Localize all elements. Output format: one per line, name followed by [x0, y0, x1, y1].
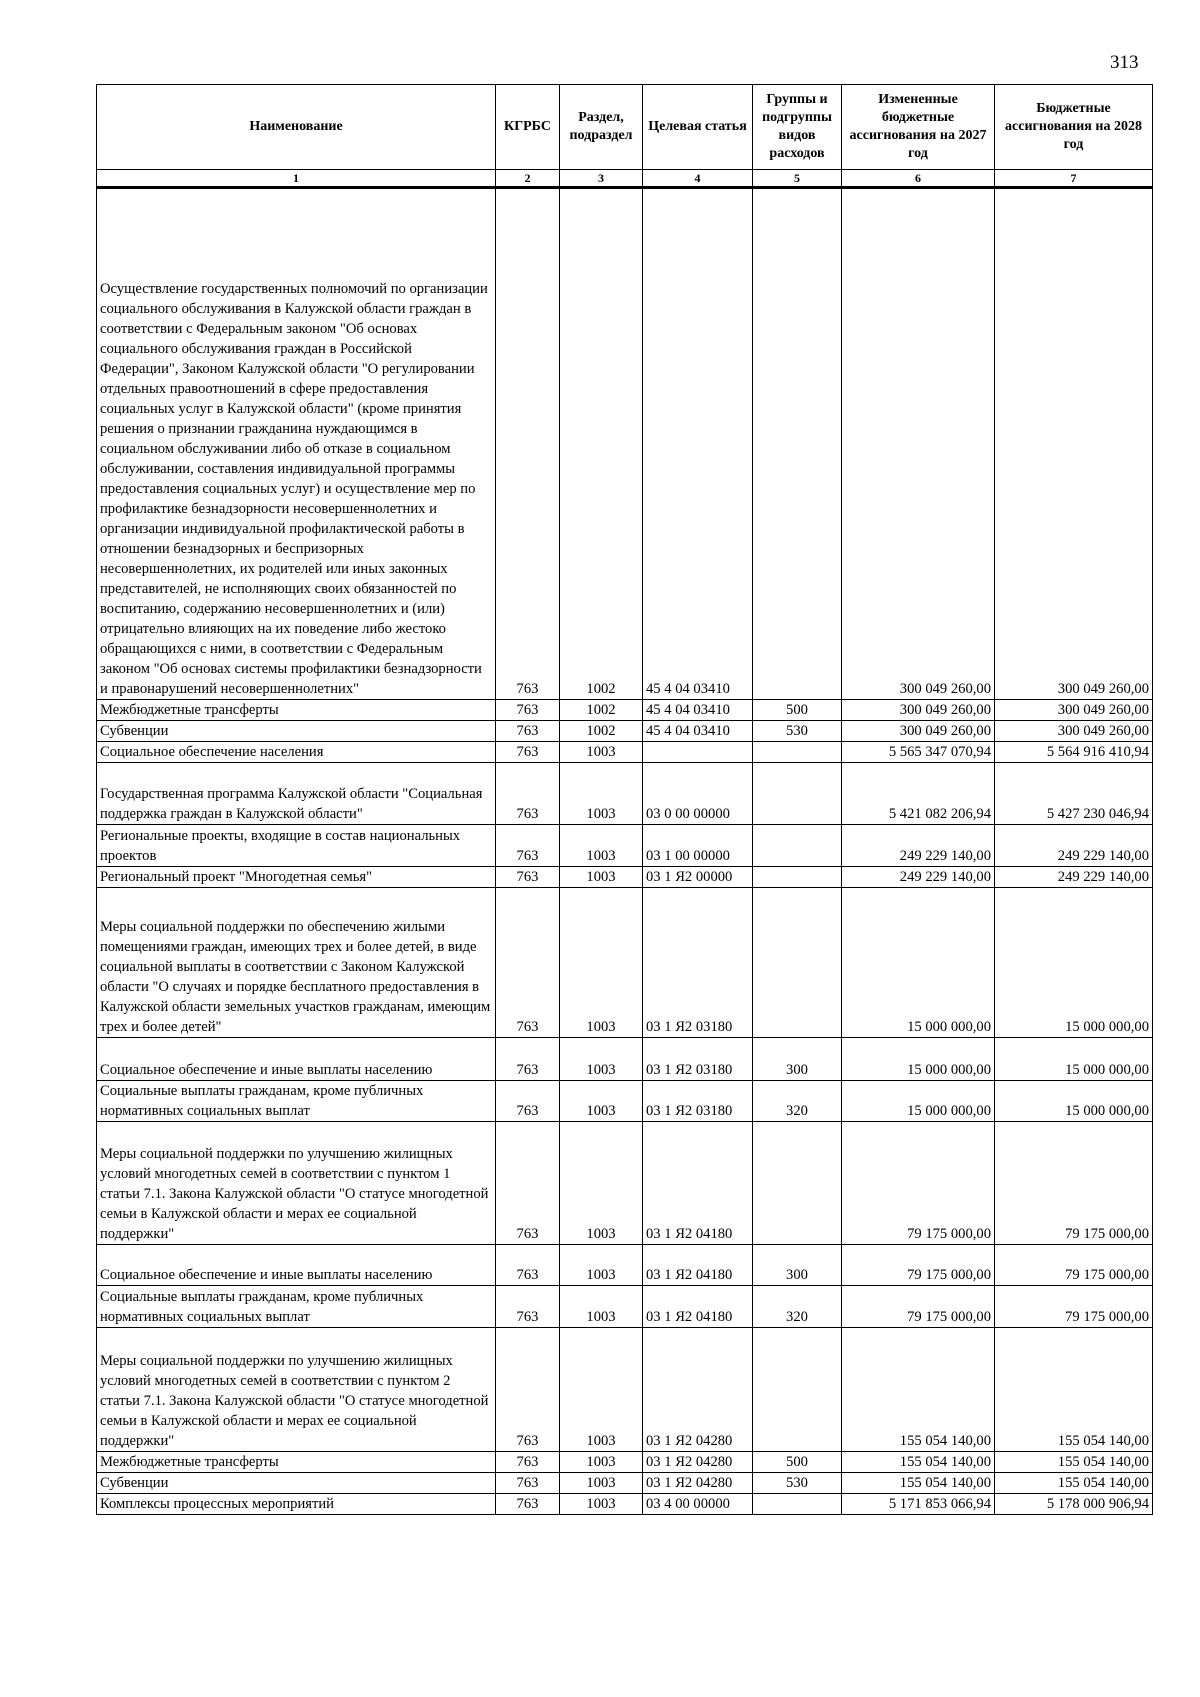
row-amount-2027: 79 175 000,00: [842, 1245, 995, 1286]
table-body: [97, 188, 1153, 1515]
row-group: [753, 1494, 842, 1515]
row-amount-2028: 5 178 000 906,94: [995, 1494, 1153, 1515]
row-name: Меры социальной поддержки по улучшению жилищных условий многодетных семей в соответствии с пунктом 2 статьи 7.1. Закона Калужской области "О статусе многодетной семьи в Калужской области и мерах ее социальной поддержки": [97, 1328, 496, 1452]
row-group: [753, 188, 842, 700]
row-amount-2028: 15 000 000,00: [995, 888, 1153, 1038]
table-row: [97, 825, 1153, 867]
row-section: 1003: [560, 1122, 643, 1245]
row-article: 03 1 Я2 04180: [643, 1245, 753, 1286]
table-row: [97, 1452, 1153, 1473]
row-article: 03 1 Я2 04280: [643, 1328, 753, 1452]
header-section: Раздел, подраздел: [560, 85, 643, 170]
row-group: [753, 742, 842, 763]
column-number: 5: [753, 170, 842, 188]
row-group: [753, 1328, 842, 1452]
row-article: 03 1 Я2 04280: [643, 1473, 753, 1494]
row-amount-2027: 300 049 260,00: [842, 721, 995, 742]
row-amount-2027: 155 054 140,00: [842, 1473, 995, 1494]
row-name: Социальное обеспечение населения: [97, 742, 496, 763]
row-article: 03 1 Я2 03180: [643, 888, 753, 1038]
row-name: Межбюджетные трансферты: [97, 700, 496, 721]
row-group: 530: [753, 1473, 842, 1494]
row-article: [643, 742, 753, 763]
row-amount-2028: 5 564 916 410,94: [995, 742, 1153, 763]
table-row: [97, 888, 1153, 1038]
row-article: 03 1 00 00000: [643, 825, 753, 867]
row-amount-2027: 5 421 082 206,94: [842, 763, 995, 825]
column-number-row: [97, 170, 1153, 188]
budget-table: [96, 84, 1153, 1515]
row-kgrbs: 763: [496, 742, 560, 763]
column-number: 4: [643, 170, 753, 188]
row-kgrbs: 763: [496, 825, 560, 867]
row-kgrbs: 763: [496, 1122, 560, 1245]
row-kgrbs: 763: [496, 1286, 560, 1328]
column-number: 6: [842, 170, 995, 188]
row-article: 03 1 Я2 00000: [643, 867, 753, 888]
header-groups: Группы и подгруппы видов расходов: [753, 85, 842, 170]
row-amount-2027: 249 229 140,00: [842, 825, 995, 867]
row-kgrbs: 763: [496, 188, 560, 700]
row-amount-2028: 15 000 000,00: [995, 1038, 1153, 1081]
header-row: [97, 85, 1153, 170]
row-name: Межбюджетные трансферты: [97, 1452, 496, 1473]
row-amount-2027: 15 000 000,00: [842, 1081, 995, 1122]
row-section: 1003: [560, 1494, 643, 1515]
row-amount-2028: 249 229 140,00: [995, 825, 1153, 867]
header-amount-2027: Измененные бюджетные ассигнования на 2027 год: [842, 85, 995, 170]
row-kgrbs: 763: [496, 700, 560, 721]
row-section: 1003: [560, 1473, 643, 1494]
row-kgrbs: 763: [496, 1081, 560, 1122]
row-name: Региональные проекты, входящие в состав национальных проектов: [97, 825, 496, 867]
row-section: 1003: [560, 1328, 643, 1452]
row-group: [753, 888, 842, 1038]
column-number: 3: [560, 170, 643, 188]
row-name: Социальное обеспечение и иные выплаты населению: [97, 1038, 496, 1081]
row-kgrbs: 763: [496, 721, 560, 742]
row-kgrbs: 763: [496, 888, 560, 1038]
row-section: 1003: [560, 825, 643, 867]
row-article: 45 4 04 03410: [643, 700, 753, 721]
row-group: 530: [753, 721, 842, 742]
header-name: Наименование: [97, 85, 496, 170]
row-section: 1003: [560, 1038, 643, 1081]
row-article: 45 4 04 03410: [643, 721, 753, 742]
row-amount-2027: 15 000 000,00: [842, 1038, 995, 1081]
row-amount-2028: 155 054 140,00: [995, 1328, 1153, 1452]
row-section: 1003: [560, 888, 643, 1038]
row-name: Субвенции: [97, 1473, 496, 1494]
row-section: 1003: [560, 763, 643, 825]
row-name: Социальные выплаты гражданам, кроме публичных нормативных социальных выплат: [97, 1081, 496, 1122]
row-group: 500: [753, 1452, 842, 1473]
row-name: Социальное обеспечение и иные выплаты населению: [97, 1245, 496, 1286]
row-amount-2028: 79 175 000,00: [995, 1245, 1153, 1286]
row-group: 300: [753, 1038, 842, 1081]
table-row: [97, 1328, 1153, 1452]
row-article: 03 1 Я2 03180: [643, 1081, 753, 1122]
row-name: Меры социальной поддержки по улучшению жилищных условий многодетных семей в соответствии с пунктом 1 статьи 7.1. Закона Калужской области "О статусе многодетной семьи в Калужской области и мерах ее социальной поддержки": [97, 1122, 496, 1245]
row-amount-2028: 300 049 260,00: [995, 188, 1153, 700]
row-name: Региональный проект "Многодетная семья": [97, 867, 496, 888]
table-row: [97, 188, 1153, 700]
row-article: 03 1 Я2 03180: [643, 1038, 753, 1081]
row-kgrbs: 763: [496, 1494, 560, 1515]
row-section: 1003: [560, 867, 643, 888]
table-row: [97, 700, 1153, 721]
row-section: 1003: [560, 1081, 643, 1122]
row-amount-2028: 79 175 000,00: [995, 1286, 1153, 1328]
column-number: 7: [995, 170, 1153, 188]
row-amount-2028: 15 000 000,00: [995, 1081, 1153, 1122]
row-group: [753, 825, 842, 867]
row-name: Комплексы процессных мероприятий: [97, 1494, 496, 1515]
row-amount-2027: 5 565 347 070,94: [842, 742, 995, 763]
row-section: 1003: [560, 1286, 643, 1328]
row-group: 300: [753, 1245, 842, 1286]
row-amount-2027: 155 054 140,00: [842, 1452, 995, 1473]
row-kgrbs: 763: [496, 1452, 560, 1473]
table-row: [97, 742, 1153, 763]
row-amount-2027: 300 049 260,00: [842, 700, 995, 721]
row-name: Субвенции: [97, 721, 496, 742]
row-name: Социальные выплаты гражданам, кроме публичных нормативных социальных выплат: [97, 1286, 496, 1328]
row-amount-2028: 249 229 140,00: [995, 867, 1153, 888]
row-group: 500: [753, 700, 842, 721]
row-kgrbs: 763: [496, 1038, 560, 1081]
row-kgrbs: 763: [496, 1245, 560, 1286]
row-amount-2027: 79 175 000,00: [842, 1286, 995, 1328]
row-group: 320: [753, 1081, 842, 1122]
row-article: 03 4 00 00000: [643, 1494, 753, 1515]
column-number: 1: [97, 170, 496, 188]
row-kgrbs: 763: [496, 867, 560, 888]
header-kgrbs: КГРБС: [496, 85, 560, 170]
row-name: Осуществление государственных полномочий по организации социального обслуживания в Калужской области граждан в соответствии с Федеральным законом "Об основах социального обслуживания граждан в Российской Федерации", Законом Калужской области "О регулировании отдельных правоотношений в сфере предоставления социальных услуг в Калужской области" (кроме принятия решения о признании гражданина нуждающимся в социальном обслуживании либо об отказе в социальном обслуживании, составления индивидуальной программы предоставления социальных услуг) и осуществление мер по профилактике безнадзорности несовершеннолетних и организации индивидуальной профилактической работы в отношении безнадзорных и беспризорных несовершеннолетних, их родителей или иных законных представителей, не исполняющих своих обязанностей по воспитанию, содержанию несовершеннолетних и (или) отрицательно влияющих на их поведение либо жестоко обращающихся с ними, в соответствии с Федеральным законом "Об основах системы профилактики безнадзорности и правонарушений несовершеннолетних": [97, 188, 496, 700]
row-amount-2028: 79 175 000,00: [995, 1122, 1153, 1245]
row-amount-2027: 5 171 853 066,94: [842, 1494, 995, 1515]
row-article: 03 0 00 00000: [643, 763, 753, 825]
row-kgrbs: 763: [496, 1473, 560, 1494]
row-kgrbs: 763: [496, 763, 560, 825]
row-section: 1003: [560, 742, 643, 763]
table-row: [97, 1245, 1153, 1286]
row-amount-2028: 300 049 260,00: [995, 700, 1153, 721]
row-amount-2028: 5 427 230 046,94: [995, 763, 1153, 825]
row-article: 03 1 Я2 04180: [643, 1286, 753, 1328]
row-amount-2027: 79 175 000,00: [842, 1122, 995, 1245]
row-group: [753, 1122, 842, 1245]
table-row: [97, 1473, 1153, 1494]
row-article: 03 1 Я2 04180: [643, 1122, 753, 1245]
row-section: 1003: [560, 1452, 643, 1473]
row-amount-2028: 155 054 140,00: [995, 1473, 1153, 1494]
table-row: [97, 1122, 1153, 1245]
table-row: [97, 1038, 1153, 1081]
row-group: 320: [753, 1286, 842, 1328]
row-group: [753, 763, 842, 825]
row-name: Меры социальной поддержки по обеспечению жилыми помещениями граждан, имеющих трех и более детей, в виде социальной выплаты в соответствии с Законом Калужской области "О случаях и порядке бесплатного предоставления в Калужской области земельных участков гражданам, имеющим трех и более детей": [97, 888, 496, 1038]
column-number: 2: [496, 170, 560, 188]
table-row: [97, 867, 1153, 888]
row-amount-2027: 249 229 140,00: [842, 867, 995, 888]
page-number: 313: [1110, 52, 1139, 73]
row-amount-2027: 155 054 140,00: [842, 1328, 995, 1452]
row-amount-2027: 15 000 000,00: [842, 888, 995, 1038]
row-amount-2028: 300 049 260,00: [995, 721, 1153, 742]
row-kgrbs: 763: [496, 1328, 560, 1452]
row-group: [753, 867, 842, 888]
row-section: 1003: [560, 1245, 643, 1286]
table-row: [97, 1081, 1153, 1122]
row-article: 45 4 04 03410: [643, 188, 753, 700]
table-row: [97, 763, 1153, 825]
header-article: Целевая статья: [643, 85, 753, 170]
row-section: 1002: [560, 700, 643, 721]
table-row: [97, 1286, 1153, 1328]
row-section: 1002: [560, 721, 643, 742]
row-name: Государственная программа Калужской области "Социальная поддержка граждан в Калужской области": [97, 763, 496, 825]
row-section: 1002: [560, 188, 643, 700]
table-row: [97, 1494, 1153, 1515]
row-article: 03 1 Я2 04280: [643, 1452, 753, 1473]
row-amount-2027: 300 049 260,00: [842, 188, 995, 700]
table-row: [97, 721, 1153, 742]
row-amount-2028: 155 054 140,00: [995, 1452, 1153, 1473]
header-amount-2028: Бюджетные ассигнования на 2028 год: [995, 85, 1153, 170]
